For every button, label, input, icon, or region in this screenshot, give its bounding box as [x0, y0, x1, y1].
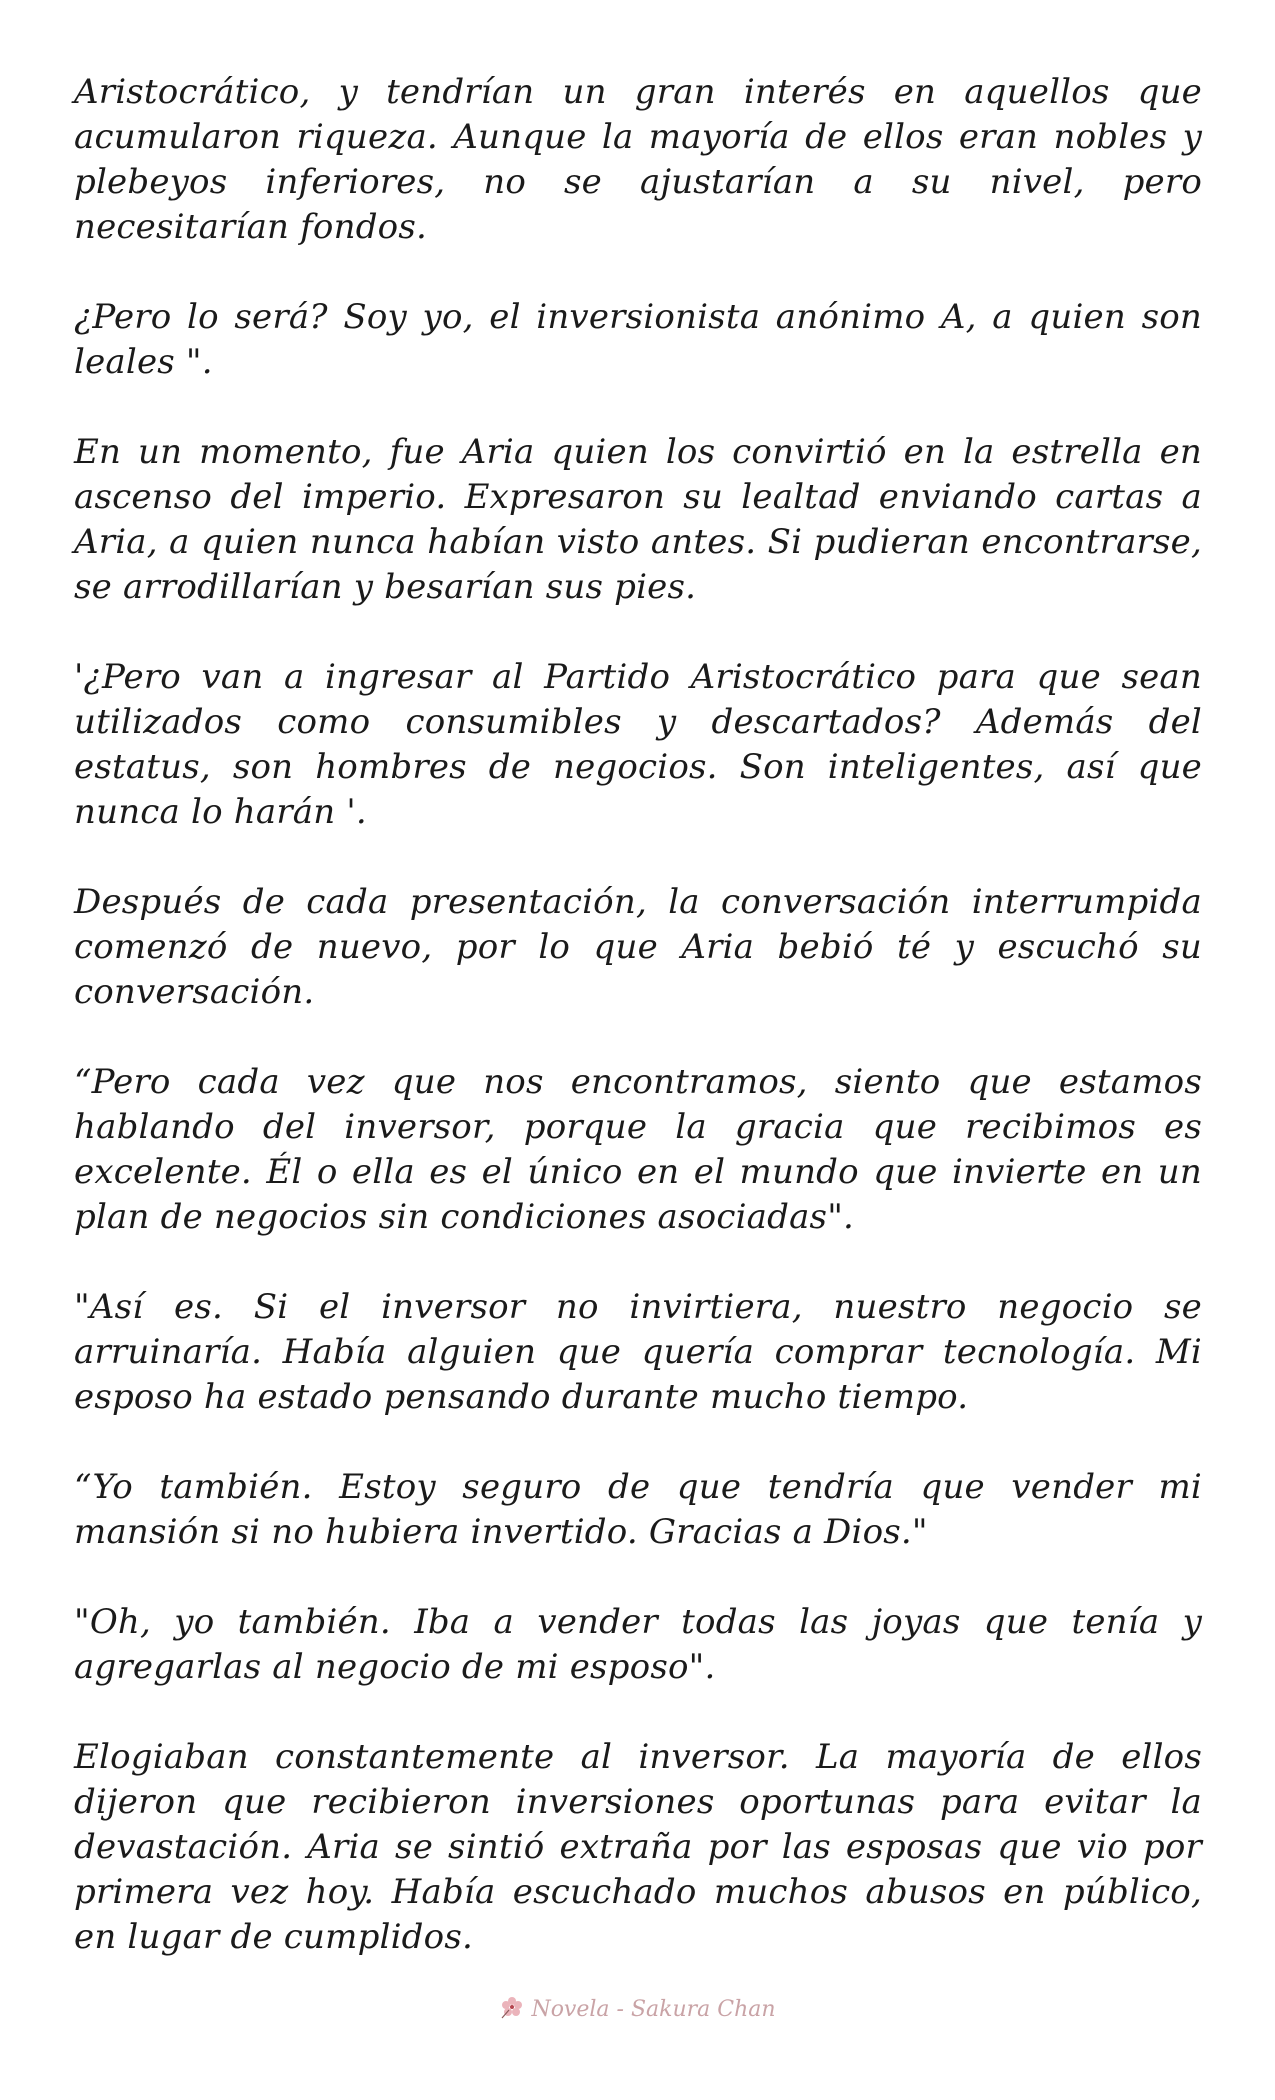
paragraph: En un momento, fue Aria quien los convirtió en la estrella en ascenso del imperio. Expresaron su lealtad enviando cartas a Aria, a quien nunca habían visto antes. Si pudieran encontrarse, se arrodillarían y besarían sus pies.	[74, 432, 1202, 607]
paragraph: Aristocrático, y tendrían un gran interés en aquellos que acumularon riqueza. Aunque la mayoría de ellos eran nobles y plebeyos inferiores, no se ajustarían a su nivel, pero necesitarían fondos.	[74, 72, 1202, 247]
paragraph: Después de cada presentación, la conversación interrumpida comenzó de nuevo, por lo que Aria bebió té y escuchó su conversación.	[74, 882, 1202, 1012]
document-body	[74, 70, 1202, 2005]
sakura-flower-icon	[499, 1994, 525, 2026]
paragraph: "Así es. Si el inversor no invirtiera, nuestro negocio se arruinaría. Había alguien que quería comprar tecnología. Mi esposo ha estado pensando durante mucho tiempo.	[74, 1287, 1202, 1417]
paragraph: “Yo también. Estoy seguro de que tendría que vender mi mansión si no hubiera invertido. Gracias a Dios."	[74, 1467, 1202, 1552]
paragraph: "Oh, yo también. Iba a vender todas las joyas que tenía y agregarlas al negocio de mi esposo".	[74, 1602, 1202, 1687]
paragraph: '¿Pero van a ingresar al Partido Aristocrático para que sean utilizados como consumibles y descartados? Además del estatus, son hombres de negocios. Son inteligentes, así que nunca lo harán '.	[74, 657, 1202, 832]
paragraph: “Pero cada vez que nos encontramos, siento que estamos hablando del inversor, porque la gracia que recibimos es excelente. Él o ella es el único en el mundo que invierte en un plan de negocios sin condiciones asociadas".	[74, 1062, 1202, 1237]
watermark-text: Novela - Sakura Chan	[531, 1997, 776, 2022]
paragraph: ¿Pero lo será? Soy yo, el inversionista anónimo A, a quien son leales ".	[74, 297, 1202, 382]
watermark	[0, 1994, 1275, 2026]
paragraph: Elogiaban constantemente al inversor. La mayoría de ellos dijeron que recibieron inversiones oportunas para evitar la devastación. Aria se sintió extraña por las esposas que vio por primera vez hoy. Había escuchado muchos abusos en público, en lugar de cumplidos.	[74, 1737, 1202, 1957]
